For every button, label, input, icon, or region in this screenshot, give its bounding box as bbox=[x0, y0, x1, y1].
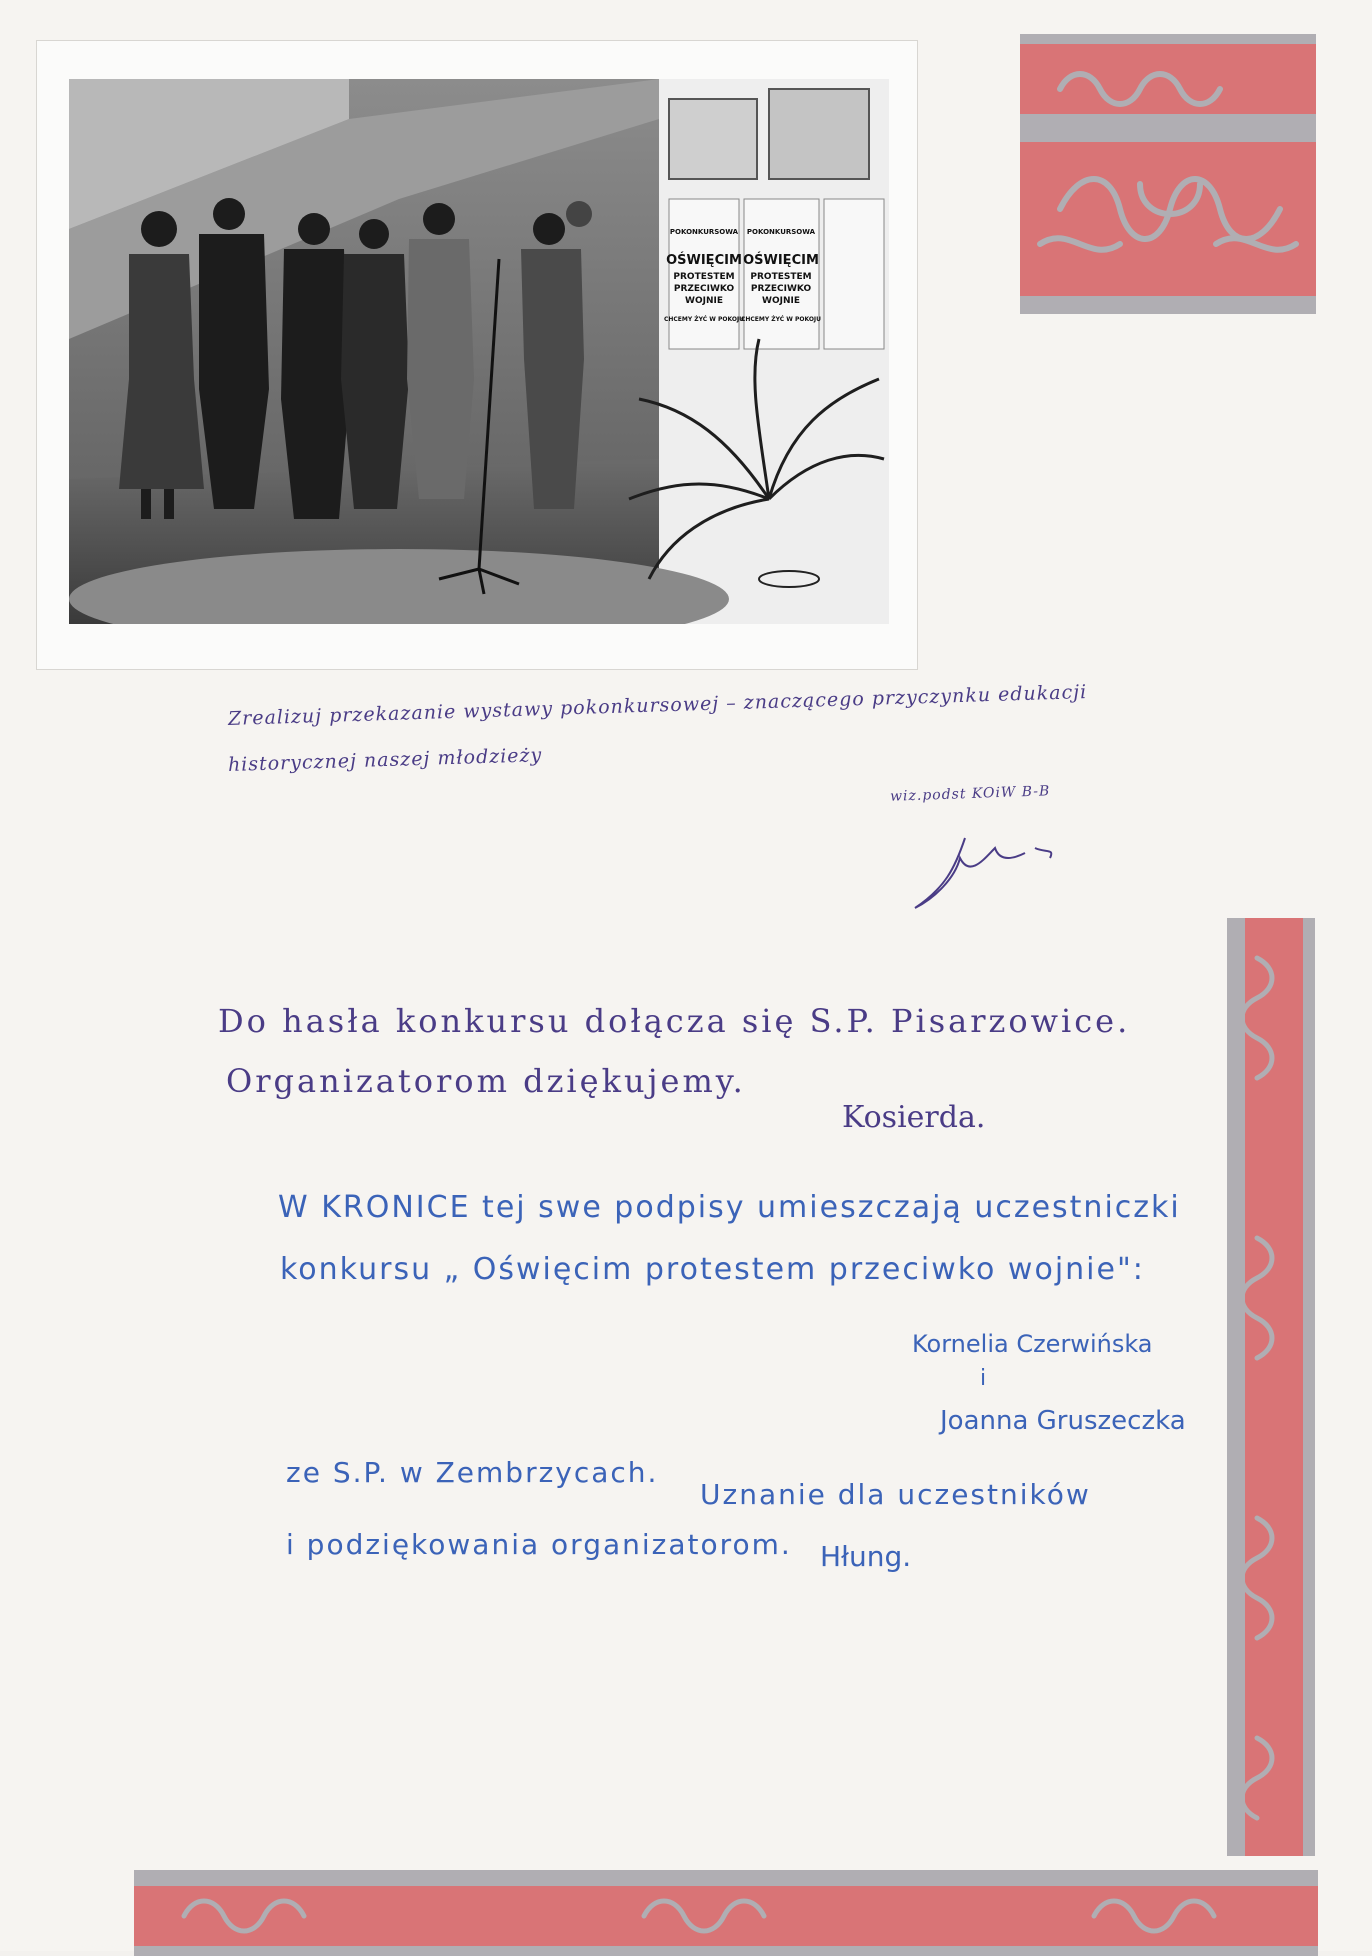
ornament-block-top bbox=[1020, 34, 1316, 314]
poster-header: POKONKURSOWA bbox=[669, 228, 739, 236]
poster-line3: PRZECIWKO bbox=[673, 284, 735, 294]
entry2-line-4: i podziękowania organizatorom. bbox=[286, 1528, 792, 1561]
poster-line4: WOJNIE bbox=[685, 296, 723, 306]
poster-line3-2: PRZECIWKO bbox=[750, 284, 812, 294]
entry2-name-1: Kornelia Czerwińska bbox=[912, 1330, 1153, 1358]
entry1-signature: Kosierda. bbox=[842, 1100, 986, 1135]
entry2-line-1: W KRONICE tej swe podpisy umieszczają uczestniczki bbox=[278, 1190, 1181, 1225]
photo-scene bbox=[69, 79, 889, 624]
poster-line2-2: PROTESTEM bbox=[750, 272, 812, 282]
entry2-conjunction: i bbox=[980, 1366, 987, 1391]
poster-line4-2: WOJNIE bbox=[762, 296, 800, 306]
ornament-strip-bottom bbox=[134, 1870, 1318, 1956]
entry2-name-2: Joanna Gruszeczka bbox=[940, 1406, 1186, 1436]
photo-mount bbox=[36, 40, 918, 670]
poster-line2: PROTESTEM bbox=[673, 272, 735, 282]
entry2-line-3: ze S.P. w Zembrzycach. bbox=[286, 1456, 659, 1489]
poster-group bbox=[664, 199, 884, 349]
entry1-line-1: Do hasła konkursu dołącza się S.P. Pisarzowice. bbox=[218, 1002, 1131, 1040]
poster-footer: CHCEMY ŻYĆ W POKOJU bbox=[663, 316, 745, 323]
exhibition-photo bbox=[69, 79, 889, 624]
note-author-title: wiz.podst KOiW B-B bbox=[889, 783, 1051, 805]
entry2-thanks-line: Uznanie dla uczestników bbox=[700, 1478, 1091, 1511]
entry2-line-2: konkursu „ Oświęcim protestem przeciwko wojnie": bbox=[280, 1252, 1145, 1287]
note-line-1: Zrealizuj przekazanie wystawy pokonkursowej – znaczącego przyczynku edukacji bbox=[227, 681, 1088, 730]
note-line-2: historycznej naszej młodzieży bbox=[227, 744, 543, 776]
poster-title: OŚWIĘCIM bbox=[666, 253, 742, 268]
note-signature bbox=[905, 818, 1085, 928]
ornament-strip-right bbox=[1227, 918, 1315, 1856]
poster-footer-2: CHCEMY ŻYĆ W POKOJU bbox=[740, 316, 822, 323]
poster-title-2: OŚWIĘCIM bbox=[743, 253, 819, 268]
poster-header-2: POKONKURSOWA bbox=[746, 228, 816, 236]
entry2-signature: Hłung. bbox=[820, 1540, 912, 1573]
entry1-line-2: Organizatorom dziękujemy. bbox=[226, 1062, 746, 1100]
